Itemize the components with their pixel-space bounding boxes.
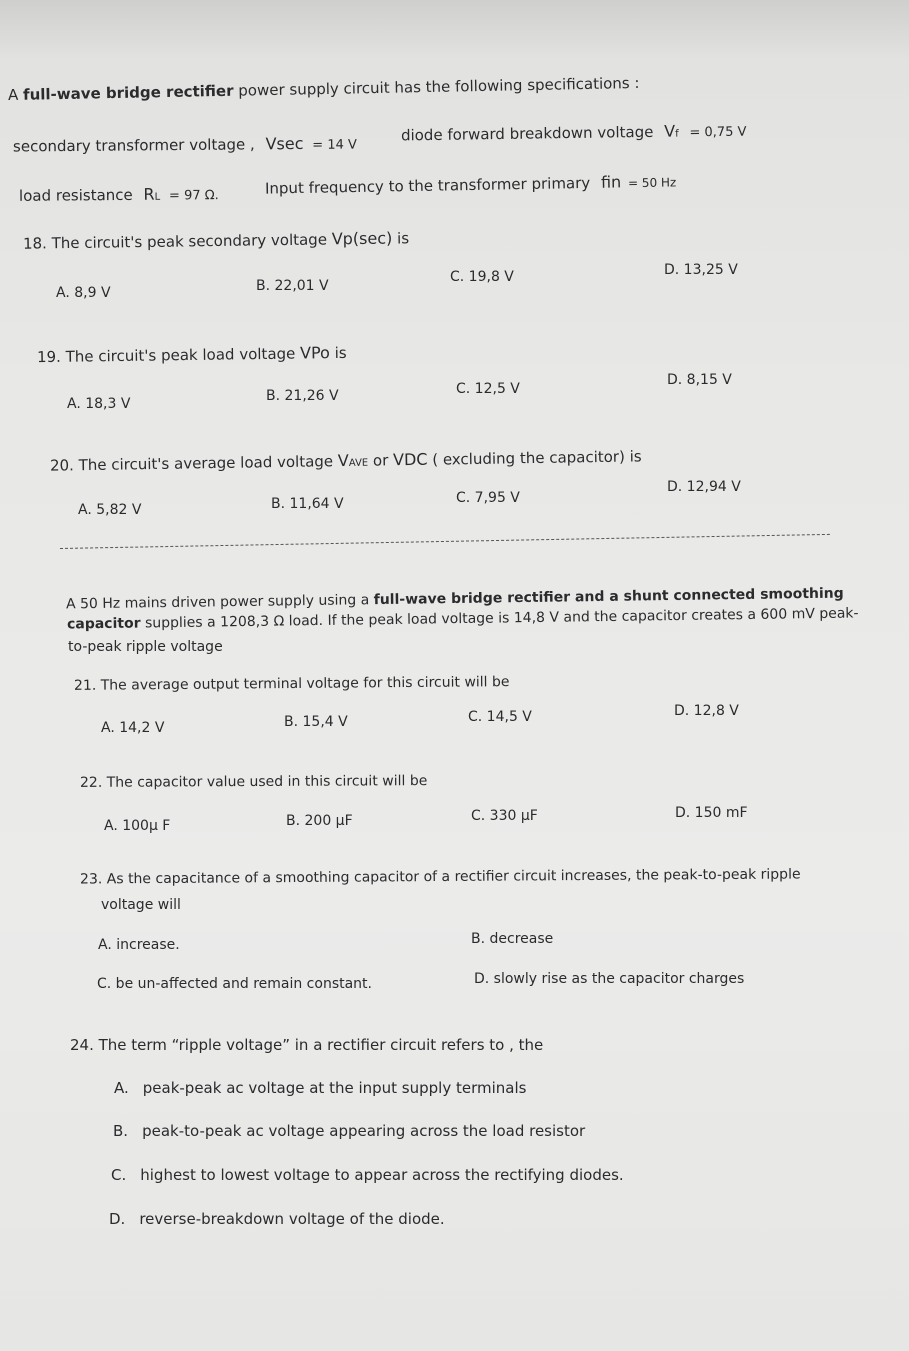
q18-stem-text: 18. The circuit's peak secondary voltage: [22, 230, 332, 253]
q19-option-a[interactable]: A. 18,3 V: [67, 396, 131, 412]
q20-stem: [50, 447, 642, 477]
q23-option-d[interactable]: D. slowly rise as the capacitor charges: [474, 971, 745, 987]
q21-option-d[interactable]: D. 12,8 V: [674, 703, 739, 719]
q18-option-a[interactable]: A. 8,9 V: [56, 285, 111, 301]
q20-option-a[interactable]: A. 5,82 V: [78, 502, 142, 518]
q23-stem-line2: voltage will: [101, 897, 181, 913]
q18-stem-symbol: Vp(sec): [331, 228, 393, 249]
q20-stem-text: 20. The circuit's average load voltage: [49, 452, 338, 475]
scenario2-p1: A 50 Hz mains driven power supply using a: [65, 592, 374, 613]
q22-option-b[interactable]: B. 200 μF: [286, 813, 353, 829]
spec-rl-label: load resistance: [18, 185, 133, 205]
q19-stem-end: is: [329, 343, 347, 363]
spec-vsec: [13, 135, 357, 158]
q19-option-c[interactable]: C. 12,5 V: [456, 381, 520, 397]
q18-option-d[interactable]: D. 13,25 V: [664, 262, 738, 278]
q18-stem: [23, 229, 409, 252]
intro-rest: power supply circuit has the following specifications :: [233, 73, 640, 100]
spec-vsec-symbol: Vsec: [265, 133, 304, 154]
q24-option-d[interactable]: [109, 1210, 445, 1228]
q24-option-c[interactable]: [111, 1166, 624, 1184]
q18-option-b[interactable]: B. 22,01 V: [256, 278, 329, 294]
intro-lead: A: [7, 85, 24, 105]
scenario2-p2: supplies a 1208,3 Ω load. If the peak load voltage is 14,8 V and the capacitor creates a 600 mV peak-: [140, 605, 859, 632]
scenario2-p1-bold: full-wave bridge rectifier and a shunt connected smoothing: [373, 585, 844, 609]
q18-stem-end: is: [392, 229, 410, 248]
q18-option-c[interactable]: C. 19,8 V: [450, 269, 514, 285]
q24-option-d-letter: D.: [109, 1210, 126, 1228]
q24-option-d-text: reverse-breakdown voltage of the diode.: [139, 1210, 445, 1228]
q24-option-a-text: peak-peak ac voltage at the input supply terminals: [142, 1079, 527, 1097]
q20-option-b[interactable]: B. 11,64 V: [271, 496, 344, 512]
spec-vsec-label: secondary transformer voltage ,: [12, 135, 255, 156]
spec-vf-value: = 0,75 V: [689, 124, 747, 141]
intro-bold: full-wave bridge rectifier: [22, 81, 234, 104]
spec-vf-sub: f: [675, 128, 679, 140]
spec-fin-symbol: fin: [600, 172, 622, 192]
q24-option-c-letter: C.: [111, 1166, 127, 1184]
q21-stem: 21. The average output terminal voltage for this circuit will be: [73, 674, 510, 694]
q19-stem-symbol: VPo: [299, 343, 331, 363]
q20-stem-end: ( excluding the capacitor) is: [427, 447, 642, 469]
spec-vf: [401, 122, 747, 148]
spec-rl-symbol: R: [143, 184, 155, 204]
spec-fin-value: = 50 Hz: [627, 175, 677, 191]
spec-rl-value: = 97 Ω.: [168, 188, 219, 204]
q23-stem-line1: 23. As the capacitance of a smoothing capacitor of a rectifier circuit increases, the peak-to-peak ripple: [79, 866, 801, 888]
q24-option-b-text: peak-to-peak ac voltage appearing across the load resistor: [142, 1122, 586, 1140]
q22-option-c[interactable]: C. 330 μF: [471, 808, 538, 824]
spec-rl: [19, 185, 219, 208]
spec-fin-label: Input frequency to the transformer primary: [264, 173, 591, 198]
q21-option-b[interactable]: B. 15,4 V: [284, 714, 348, 730]
q19-option-d[interactable]: D. 8,15 V: [667, 372, 732, 388]
spec-vf-symbol: V: [664, 121, 676, 141]
q20-option-c[interactable]: C. 7,95 V: [456, 490, 520, 506]
scenario2-line3: to-peak ripple voltage: [68, 639, 223, 655]
q19-option-b[interactable]: B. 21,26 V: [266, 388, 339, 404]
q19-stem: [37, 344, 347, 366]
q19-stem-text: 19. The circuit's peak load voltage: [36, 344, 301, 367]
q20-stem-symbol2: VDC: [392, 449, 428, 470]
q22-stem: 22. The capacitor value used in this circuit will be: [79, 773, 428, 791]
q24-option-a[interactable]: [114, 1079, 526, 1097]
q21-option-a[interactable]: A. 14,2 V: [101, 720, 165, 736]
intro-heading: [8, 74, 640, 104]
q22-option-a[interactable]: A. 100μ F: [104, 818, 171, 834]
q21-option-c[interactable]: C. 14,5 V: [468, 709, 532, 725]
scenario2-p2-bold: capacitor: [66, 615, 141, 633]
spec-vf-label: diode forward breakdown voltage: [400, 122, 654, 145]
spec-fin: [265, 172, 677, 198]
q20-option-d[interactable]: D. 12,94 V: [667, 479, 741, 495]
spec-rl-sub: L: [154, 191, 161, 203]
q24-option-b[interactable]: [113, 1122, 585, 1140]
section-divider: [60, 534, 830, 549]
spec-vsec-value: = 14 V: [312, 137, 357, 153]
q23-option-a[interactable]: A. increase.: [98, 937, 180, 953]
q24-option-b-letter: B.: [113, 1122, 129, 1140]
q24-stem: 24. The term “ripple voltage” in a rectifier circuit refers to , the: [70, 1036, 544, 1054]
q23-option-b[interactable]: B. decrease: [471, 931, 554, 947]
q20-stem-mid: or: [368, 451, 394, 470]
q20-stem-symbol: V: [337, 450, 349, 471]
q23-option-c[interactable]: C. be un-affected and remain constant.: [97, 976, 372, 992]
q24-option-c-text: highest to lowest voltage to appear across the rectifying diodes.: [140, 1166, 624, 1184]
q22-option-d[interactable]: D. 150 mF: [675, 805, 748, 821]
q24-option-a-letter: A.: [114, 1079, 129, 1097]
q20-stem-sub: AVE: [348, 457, 369, 469]
